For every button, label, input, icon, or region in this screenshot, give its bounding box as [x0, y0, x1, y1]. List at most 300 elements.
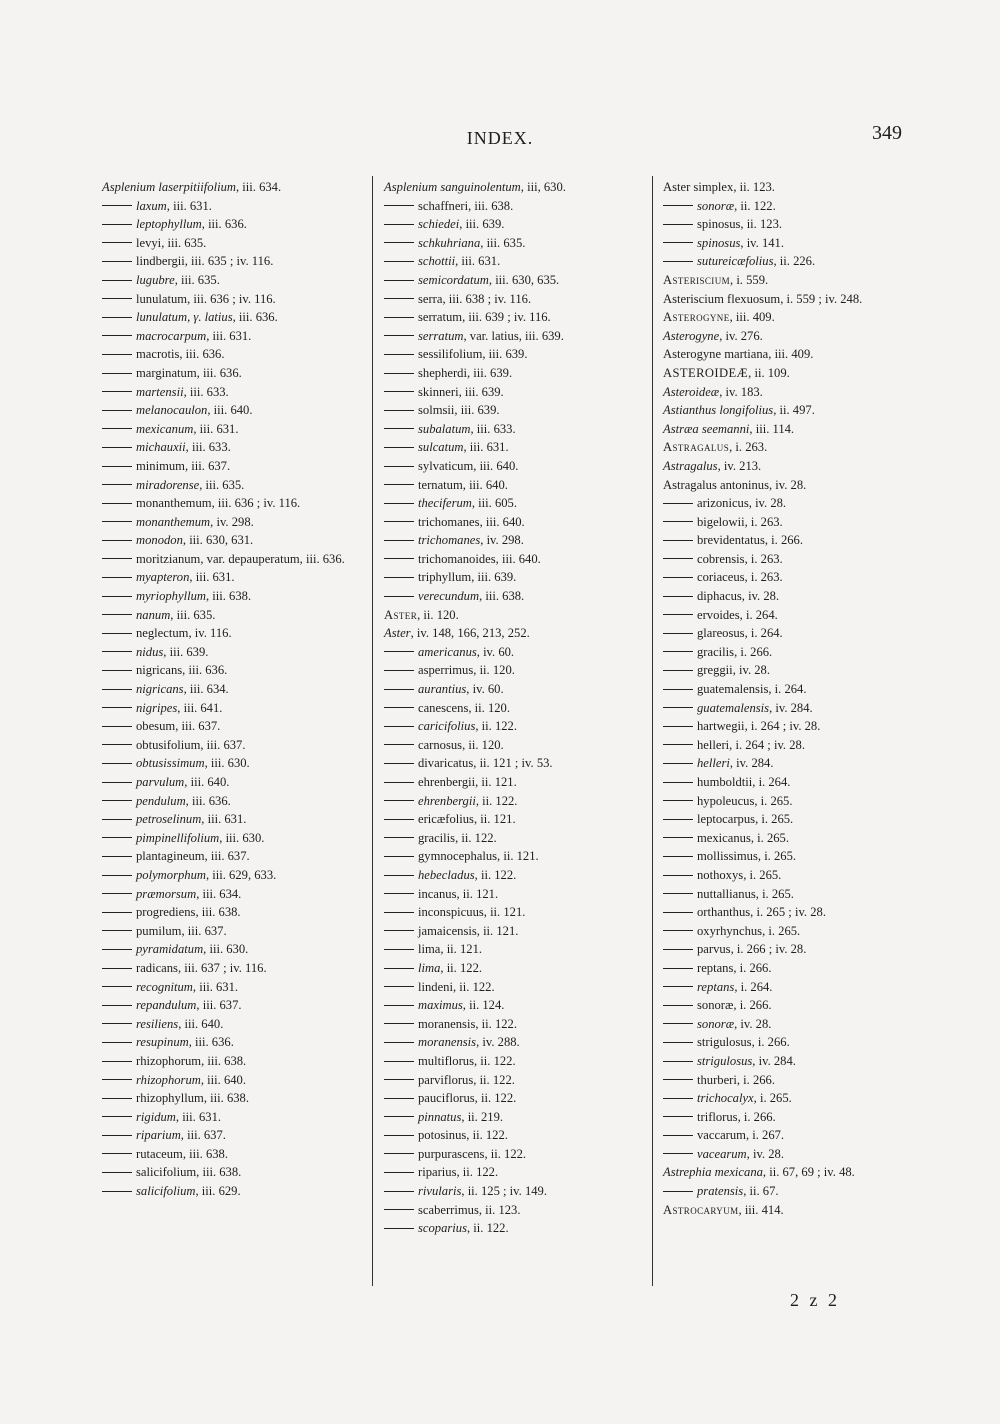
entry-name: shepherdi [418, 365, 467, 380]
index-entry [384, 420, 646, 439]
repeat-dash [384, 447, 414, 448]
entry-reference: , ii. 121. [456, 886, 499, 901]
entry-name: Astragalus antoninus [663, 477, 769, 492]
index-entry [102, 940, 364, 959]
entry-name: radicans [136, 960, 178, 975]
repeat-dash [663, 986, 693, 987]
entry-reference: , iii. 637. [196, 998, 242, 1013]
entry-reference: , iii. 640. [200, 1072, 246, 1087]
entry-name: ternatum [418, 477, 463, 492]
entry-name: aurantius [418, 682, 467, 697]
index-entry [663, 271, 931, 290]
entry-name: miradorense [136, 477, 200, 492]
entry-name: rigidum [136, 1109, 176, 1124]
repeat-dash [384, 1042, 414, 1043]
index-entry [663, 1033, 931, 1052]
entry-reference: , iii. 414. [738, 1202, 784, 1217]
entry-reference: , iii. 631. [206, 328, 252, 343]
index-entry [384, 1182, 646, 1201]
repeat-dash [384, 707, 414, 708]
index-entry [384, 624, 646, 643]
repeat-dash [102, 633, 132, 634]
entry-reference: , iii. 640. [462, 477, 508, 492]
entry-reference: , iv. 116. [188, 626, 232, 641]
index-entry [663, 940, 931, 959]
entry-name: jamaicensis [418, 923, 477, 938]
entry-reference: , i. 266. [764, 533, 803, 548]
entry-name: skinneri [418, 384, 459, 399]
index-entry [663, 420, 931, 439]
repeat-dash [102, 373, 132, 374]
index-entry [102, 327, 364, 346]
index-entry [102, 736, 364, 755]
index-entry [384, 383, 646, 402]
index-entry [102, 1182, 364, 1201]
index-entry [102, 699, 364, 718]
index-entry [102, 1126, 364, 1145]
repeat-dash [663, 1023, 693, 1024]
index-entry [663, 364, 931, 383]
index-entry [384, 643, 646, 662]
entry-name: maximus [418, 998, 463, 1013]
entry-name: incanus [418, 886, 457, 901]
entry-reference: , iv. 141. [740, 235, 785, 250]
index-entry [102, 1071, 364, 1090]
index-entry [102, 959, 364, 978]
signature-mark: 2 z 2 [790, 1290, 840, 1310]
entry-name: Aster [384, 626, 411, 641]
index-entry [384, 308, 646, 327]
index-entry [384, 587, 646, 606]
index-entry [384, 661, 646, 680]
index-entry [102, 661, 364, 680]
entry-name: nigripes [136, 700, 178, 715]
repeat-dash [663, 726, 693, 727]
entry-name: trichomanes [418, 514, 480, 529]
entry-name: laxum [136, 198, 167, 213]
index-entry [663, 383, 931, 402]
entry-name: ehrenbergii [418, 793, 476, 808]
entry-name: michauxii [136, 440, 186, 455]
entry-reference: , i. 266. [734, 644, 773, 659]
entry-reference: , iii. 640. [184, 775, 230, 789]
entry-reference: , i. 264. [744, 626, 783, 641]
repeat-dash [663, 930, 693, 931]
column-divider-left [372, 176, 373, 1286]
entry-reference: , ii. 120. [473, 663, 515, 678]
entry-name: serratum [418, 310, 463, 325]
entry-name: mexicanum [136, 421, 194, 436]
index-entry [663, 252, 931, 271]
entry-reference: , i. 266. [751, 1035, 790, 1050]
repeat-dash [102, 1191, 132, 1192]
repeat-dash [102, 261, 132, 262]
entry-name: pendulum [136, 793, 186, 808]
entry-name: reptans [697, 979, 735, 994]
entry-reference: , iii. 634. [235, 180, 282, 194]
entry-reference: , ii. 123. [478, 1202, 521, 1217]
entry-name: polymorphum [136, 867, 206, 882]
entry-reference: , iii. 631. [192, 979, 239, 994]
entry-reference: , iii. 634. [196, 886, 242, 901]
entry-reference: , iii. 638. [479, 589, 525, 604]
index-entry [384, 531, 646, 550]
index-entry [663, 903, 931, 922]
entry-name: oxyrhynchus [697, 923, 763, 938]
repeat-dash [102, 540, 132, 541]
index-entry [384, 215, 646, 234]
entry-reference: , i. 266. [736, 1072, 776, 1087]
entry-reference: , iii. 638. [468, 198, 514, 213]
entry-name: riparius [418, 1165, 457, 1180]
index-entry [384, 996, 646, 1015]
entry-reference: , iii. 635. [170, 607, 216, 622]
index-entry [102, 773, 364, 792]
index-entry [384, 1201, 646, 1220]
index-entry [384, 885, 646, 904]
entry-name: gracilis [418, 830, 456, 845]
entry-reference: , iii. 114. [749, 421, 795, 436]
entry-name: minimum [136, 458, 185, 473]
repeat-dash [384, 1172, 414, 1173]
entry-reference: , ii. 122. [456, 1165, 499, 1180]
index-entry [384, 680, 646, 699]
repeat-dash [663, 1191, 693, 1192]
repeat-dash [663, 912, 693, 913]
repeat-dash [102, 224, 132, 225]
index-entry [384, 1145, 646, 1164]
entry-name: americanus [418, 644, 477, 659]
repeat-dash [102, 1023, 132, 1024]
repeat-dash [663, 521, 693, 522]
entry-name: verecundum [418, 589, 480, 604]
index-entry [384, 606, 646, 625]
repeat-dash [384, 744, 414, 745]
entry-reference: , ii. 121. [483, 905, 526, 920]
entry-name: sonoræ [697, 198, 735, 213]
entry-name: hebecladus [418, 867, 475, 882]
repeat-dash [384, 1005, 414, 1006]
index-entry [102, 345, 364, 364]
entry-name: præmorsum [136, 886, 197, 901]
entry-name: moritzianum, var. depauperatum [136, 551, 300, 566]
index-entry [663, 922, 931, 941]
repeat-dash [384, 596, 414, 597]
repeat-dash [663, 651, 693, 652]
repeat-dash [102, 893, 132, 894]
entry-name: lindeni [418, 979, 453, 994]
entry-name: trichocalyx [697, 1091, 754, 1106]
entry-reference: , iii. 635. [161, 235, 207, 250]
entry-reference: , i. 265. [754, 793, 793, 808]
repeat-dash [102, 912, 132, 913]
entry-name: triphyllum [418, 570, 472, 585]
entry-name: pinnatus [418, 1109, 462, 1124]
entry-name: carnosus [418, 737, 463, 752]
entry-name: pyramidatum [136, 942, 204, 957]
entry-name: thurberi [697, 1072, 737, 1087]
repeat-dash [384, 1209, 414, 1210]
entry-reference: , iv. 28. [748, 496, 787, 511]
repeat-dash [384, 726, 414, 727]
entry-reference: , iii. 635. [174, 272, 220, 287]
repeat-dash [102, 689, 132, 690]
repeat-dash [384, 800, 414, 801]
index-entry [384, 1219, 646, 1238]
entry-reference: , iii, 630. [520, 180, 566, 194]
index-entry [384, 568, 646, 587]
entry-reference: , iii. 633. [183, 384, 229, 399]
index-entry [663, 476, 931, 495]
entry-name: caricifolius [418, 719, 476, 734]
entry-reference: , iii. 631. [166, 198, 212, 213]
entry-reference: , iii. 637. [175, 719, 221, 734]
entry-name: rhizophorum [136, 1072, 201, 1087]
entry-name: lugubre [136, 272, 175, 287]
entry-reference: , iii. 636. [188, 1035, 234, 1050]
entry-name: salicifolium [136, 1165, 197, 1180]
index-entry [384, 1089, 646, 1108]
entry-reference: , ii. 123. [733, 180, 775, 194]
entry-name: nuttallianus [697, 886, 756, 901]
entry-name: sonoræ [697, 998, 734, 1013]
entry-name: parviflorus [418, 1072, 474, 1087]
repeat-dash [384, 689, 414, 690]
entry-name: guatemalensis [697, 682, 769, 697]
index-entry [102, 215, 364, 234]
entry-reference: , ii. 109. [748, 365, 790, 380]
index-entry [384, 1052, 646, 1071]
repeat-dash [384, 428, 414, 429]
index-entry [663, 1126, 931, 1145]
index-entry [102, 271, 364, 290]
entry-name: sonoræ [697, 1016, 735, 1031]
index-entry [102, 1033, 364, 1052]
repeat-dash [384, 503, 414, 504]
entry-name: Asplenium sanguinolentum [384, 180, 521, 194]
entry-name: parvus [697, 942, 731, 957]
index-entry [384, 1071, 646, 1090]
entry-name: leptophyllum [136, 217, 202, 232]
entry-reference: , iv. 28. [734, 1016, 772, 1031]
entry-name: progrediens [136, 905, 196, 920]
entry-name: hypoleucus [697, 793, 755, 808]
repeat-dash [663, 1153, 693, 1154]
repeat-dash [102, 447, 132, 448]
repeat-dash [102, 1061, 132, 1062]
entry-reference: , iii. 636 ; iv. 116. [187, 291, 276, 306]
index-entry [663, 736, 931, 755]
column-divider-right [652, 176, 653, 1286]
repeat-dash [663, 763, 693, 764]
entry-reference: , iii. 639. [454, 403, 500, 418]
entry-name: trichomanes [418, 533, 481, 548]
repeat-dash [663, 819, 693, 820]
entry-name: Astragalus [663, 440, 730, 455]
repeat-dash [102, 466, 132, 467]
entry-reference: , iii. 631. [455, 254, 501, 269]
entry-reference: , iv. 28. [741, 589, 780, 604]
entry-reference: , iv. 284. [769, 700, 813, 715]
entry-reference: , i. 265. [762, 923, 801, 938]
index-entry [384, 978, 646, 997]
entry-reference: , iii. 639. [459, 217, 505, 232]
entry-reference: , ii. 121. [473, 812, 516, 827]
index-entry [384, 234, 646, 253]
index-entry [663, 345, 931, 364]
entry-name: Aster [384, 607, 418, 622]
entry-name: Aster simplex [663, 180, 734, 194]
repeat-dash [384, 1228, 414, 1229]
index-entry [663, 1108, 931, 1127]
index-entry [102, 996, 364, 1015]
entry-name: Asterogyne [663, 328, 720, 343]
entry-reference: , iii. 630. [219, 830, 265, 845]
repeat-dash [102, 782, 132, 783]
page-title: INDEX. [466, 128, 534, 148]
entry-reference: , ii. 67. [743, 1184, 779, 1199]
index-column-3 [663, 178, 931, 1219]
repeat-dash [663, 596, 693, 597]
repeat-dash [102, 280, 132, 281]
entry-reference: , ii. 121. [497, 849, 539, 864]
entry-name: lunulatum [136, 291, 188, 306]
index-entry [663, 587, 931, 606]
entry-reference: , iii. 605. [471, 496, 517, 511]
index-entry [102, 197, 364, 216]
entry-name: schottii [418, 254, 456, 269]
index-entry [384, 438, 646, 457]
repeat-dash [384, 1191, 414, 1192]
repeat-dash [102, 503, 132, 504]
entry-reference: , i. 559 ; iv. 248. [780, 291, 863, 306]
entry-reference: , ii. 122. [455, 830, 497, 845]
index-entry [384, 494, 646, 513]
entry-name: recognitum [136, 979, 193, 994]
entry-reference: , ii. 121. [440, 942, 483, 957]
entry-name: levyi [136, 235, 162, 250]
index-entry [384, 959, 646, 978]
index-entry [663, 996, 931, 1015]
repeat-dash [102, 800, 132, 801]
index-entry [663, 1052, 931, 1071]
entry-reference: , iii. 638. [205, 589, 252, 604]
repeat-dash [384, 373, 414, 374]
entry-reference: , i. 263. [744, 570, 783, 585]
entry-name: gymnocephalus [418, 849, 498, 864]
entry-reference: , iii. 630. [204, 756, 250, 771]
index-entry [384, 457, 646, 476]
repeat-dash [102, 205, 132, 206]
entry-name: marginatum [136, 365, 197, 380]
index-entry [663, 624, 931, 643]
index-entry [663, 1089, 931, 1108]
index-entry [384, 271, 646, 290]
repeat-dash [102, 1135, 132, 1136]
entry-name: serratum [418, 328, 464, 343]
entry-name: myapteron [136, 570, 190, 585]
entry-reference: , iii. 629, 633. [205, 867, 277, 882]
entry-name: melanocaulon [136, 403, 208, 418]
index-column-1 [102, 178, 364, 1201]
entry-reference: , ii. 67, 69 ; iv. 48. [762, 1165, 855, 1180]
repeat-dash [102, 875, 132, 876]
index-entry [384, 178, 646, 197]
index-entry [102, 680, 364, 699]
index-entry [663, 327, 931, 346]
repeat-dash [384, 1098, 414, 1099]
entry-reference: , iii. 633. [470, 421, 516, 436]
entry-reference: , iv. 60. [466, 682, 504, 697]
repeat-dash [102, 242, 132, 243]
index-entry [102, 401, 364, 420]
index-entry [663, 1182, 931, 1201]
entry-name: sutureicæfolius [697, 254, 774, 269]
index-entry [384, 197, 646, 216]
entry-name: glareosus [697, 626, 745, 641]
repeat-dash [384, 261, 414, 262]
entry-name: nidus [136, 644, 164, 659]
entry-name: orthanthus [697, 905, 751, 920]
repeat-dash [663, 614, 693, 615]
repeat-dash [102, 484, 132, 485]
entry-name: petroselinum [136, 812, 202, 827]
index-entry [663, 680, 931, 699]
index-entry [102, 903, 364, 922]
repeat-dash [663, 1061, 693, 1062]
entry-name: parvulum [136, 775, 185, 789]
entry-reference: , ii. 122. [466, 1221, 509, 1236]
repeat-dash [102, 1116, 132, 1117]
index-entry [663, 1201, 931, 1220]
entry-name: strigulosus [697, 1053, 753, 1068]
index-entry [384, 290, 646, 309]
index-entry [102, 922, 364, 941]
index-entry [102, 308, 364, 327]
entry-reference: , ii. 120. [462, 737, 504, 752]
entry-name: hartwegii [697, 719, 745, 734]
entry-name: scaberrimus [418, 1202, 479, 1217]
entry-reference: , iii. 640. [495, 551, 541, 566]
entry-reference: , ii. 122. [452, 979, 495, 994]
entry-reference: , iv. 284. [729, 756, 774, 771]
repeat-dash [102, 596, 132, 597]
index-entry [384, 252, 646, 271]
index-entry [102, 364, 364, 383]
index-entry [102, 252, 364, 271]
entry-name: sulcatum [418, 440, 464, 455]
entry-reference: , ii. 122. [466, 1128, 508, 1143]
entry-name: Asteriscium [663, 272, 731, 287]
index-entry [663, 754, 931, 773]
entry-reference: , iii. 636. [179, 347, 225, 362]
entry-name: guatemalensis [697, 700, 770, 715]
entry-name: brevidentatus [697, 533, 765, 548]
index-entry [384, 699, 646, 718]
repeat-dash [663, 1079, 693, 1080]
entry-reference: , ii. 125 ; iv. 149. [461, 1184, 547, 1199]
repeat-dash [663, 837, 693, 838]
index-entry [102, 587, 364, 606]
entry-name: inconspicuus [418, 905, 484, 920]
repeat-dash [384, 205, 414, 206]
index-entry [663, 531, 931, 550]
entry-reference: , ii. 122. [475, 1016, 518, 1031]
index-entry [102, 513, 364, 532]
entry-reference: , iv. 298. [210, 514, 254, 529]
repeat-dash [663, 261, 693, 262]
repeat-dash [384, 782, 414, 783]
